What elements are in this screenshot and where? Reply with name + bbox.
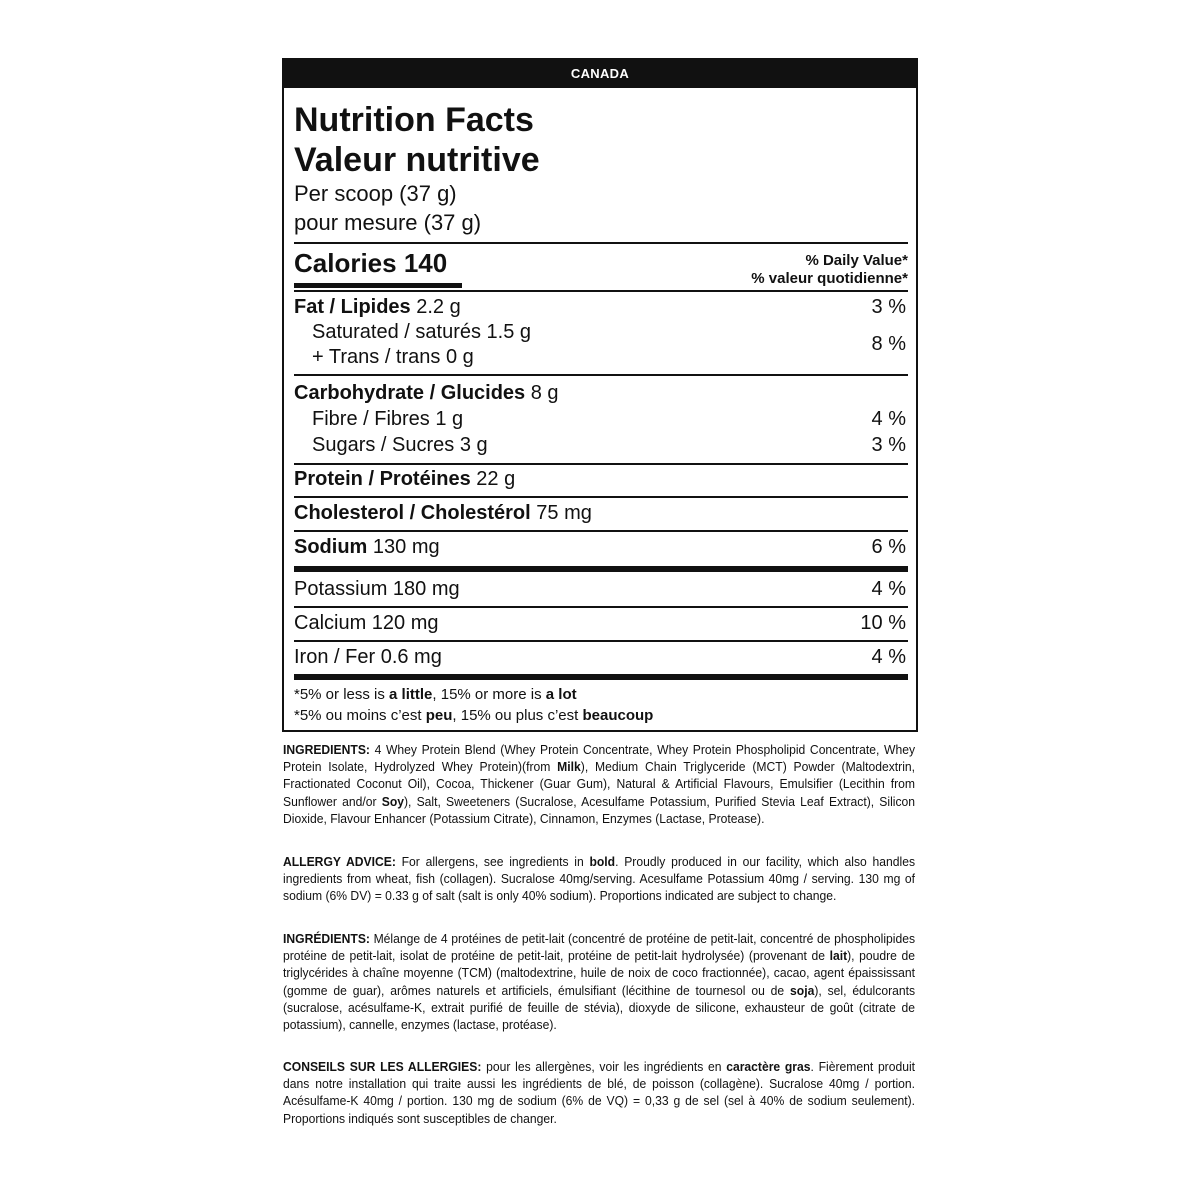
- fibre-row: Fibre / Fibres 1 g: [312, 408, 464, 430]
- serving-size-fr: pour mesure (37 g): [294, 210, 482, 235]
- nutrition-table: [294, 88, 908, 730]
- ingredients-text: ), sel, édulcorants (sucralose, acésulfame-K, extrait purifié de feuille de stévia), dioxyde de silicone, exhausteur de goût (citrate de potassium), cannelle, enzymes (lactase, protéase).: [283, 982, 916, 1033]
- ingredients-label: INGRÉDIENTS:: [283, 931, 370, 946]
- carbohydrate-label: Carbohydrate / Glucides: [294, 382, 526, 404]
- potassium-pct: 4 %: [871, 578, 906, 600]
- sodium-label: Sodium: [294, 536, 368, 558]
- daily-value-header-fr: % valeur quotidienne*: [751, 270, 908, 287]
- protein-label: Protein / Protéines: [294, 468, 471, 490]
- cholesterol-label: Cholesterol / Cholestérol: [294, 502, 531, 524]
- divider: [294, 530, 908, 532]
- allergy-advice-en: [283, 853, 915, 905]
- ingredients-fr: [283, 930, 915, 1033]
- allergy-text: For allergens, see ingredients in: [395, 854, 590, 869]
- calcium-pct: 10 %: [860, 612, 906, 634]
- footnote-text: *5% ou moins c’est: [294, 707, 426, 724]
- ingredients-text: 4 Whey Protein Blend (Whey Protein Concentrate, Whey Protein Phospholipid Concentrate, Whey Protein Isolate, Hydrolyzed Whey Protein)(from: [283, 742, 916, 775]
- divider: [294, 242, 908, 244]
- allergen-milk: Milk: [557, 759, 581, 775]
- trans-row: + Trans / trans 0 g: [312, 346, 474, 368]
- footnote-text: , 15% ou plus c’est: [452, 707, 583, 724]
- footnote-text: *5% or less is: [294, 686, 390, 703]
- ingredients-text: ), poudre de triglycérides à chaîne moyenne (TCM) (maltodextrine, huile de noix de coco fractionnée), cacao, agent épaississant (gomme de guar), arômes naturels et artificiels, émulsifiant (lécithine de tournesol ou de: [283, 948, 916, 998]
- thick-divider: [294, 674, 908, 680]
- sodium-amount: 130 mg: [367, 536, 440, 558]
- sugars-row: Sugars / Sucres 3 g: [312, 434, 488, 456]
- thick-divider: [294, 566, 908, 572]
- title-en: Nutrition Facts: [294, 101, 534, 139]
- divider: [294, 496, 908, 498]
- footnote-bold: beaucoup: [582, 707, 654, 724]
- footnote-text: , 15% or more is: [432, 686, 546, 703]
- serving-size-en: Per scoop (37 g): [294, 181, 457, 206]
- nutrition-facts-panel: [282, 58, 918, 732]
- calcium-row: Calcium 120 mg: [294, 612, 439, 634]
- footnote-en: [294, 685, 577, 705]
- allergy-label: CONSEILS SUR LES ALLERGIES:: [283, 1059, 482, 1074]
- ingredients-text: ), Medium Chain Triglyceride (MCT) Powder (Maltodextrin, Fractionated Coconut Oil), Cocoa, Thickener (Guar Gum), Natural & Artificial Flavours, Emulsifier (Lecithin from Sunflower and/or: [283, 759, 916, 809]
- allergen-soy: Soy: [381, 793, 404, 809]
- allergy-text: . Proudly produced in our facility, which also handles ingredients from wheat, fish (collagen). Sucralose 40mg/serving. Acesulfame Potassium 40mg / serving. 130 mg of sodium (6% DV) = 0.33 g of salt (salt is only 40% sodium). Proportions indicated are subject to change.: [283, 854, 916, 904]
- allergen-lait: lait: [829, 948, 848, 964]
- allergy-text: . Fièrement produit dans notre installation qui traite aussi les ingrédients de blé, de poisson (collagène). Sucralose 40mg / portion. Acésulfame-K 40mg / portion. 130 mg de sodium (6% de VQ) = 0,33 g de sel (sel à 40% de sodium seulement). Proportions indiqués sont susceptibles de changer.: [283, 1059, 916, 1126]
- cholesterol-row: [294, 502, 592, 525]
- allergen-soja: soja: [790, 982, 815, 998]
- ingredients-en: [283, 741, 915, 827]
- footnote-bold: a lot: [545, 686, 577, 703]
- saturated-trans-pct: 8 %: [871, 333, 906, 355]
- allergy-bold: caractère gras: [726, 1059, 811, 1074]
- allergy-bold: bold: [589, 854, 616, 869]
- divider: [294, 290, 908, 292]
- cholesterol-amount: 75 mg: [530, 502, 592, 524]
- carbohydrate-row: [294, 382, 559, 405]
- fat-amount: 2.2 g: [410, 296, 461, 318]
- ingredients-text: ), Salt, Sweeteners (Sucralose, Acesulfame Potassium, Purified Stevia Leaf Extract), Silicon Dioxide, Flavour Enhancer (Potassium Citrate), Cinnamon, Enzymes (Lactase, Protease).: [283, 793, 916, 826]
- divider: [294, 374, 908, 376]
- carbohydrate-amount: 8 g: [525, 382, 559, 404]
- divider: [294, 463, 908, 465]
- allergy-advice-fr: [283, 1058, 915, 1127]
- ingredients-label: INGREDIENTS:: [283, 742, 370, 757]
- sodium-pct: 6 %: [871, 536, 906, 558]
- allergy-text: pour les allergènes, voir les ingrédients en: [481, 1059, 727, 1074]
- sugars-pct: 3 %: [871, 434, 906, 456]
- calories-underline: [294, 283, 462, 288]
- fat-label: Fat / Lipides: [294, 296, 411, 318]
- divider: [294, 640, 908, 642]
- protein-amount: 22 g: [470, 468, 516, 490]
- footnote-bold: peu: [425, 707, 453, 724]
- sodium-row: [294, 536, 440, 559]
- divider: [294, 606, 908, 608]
- fat-pct: 3 %: [871, 296, 906, 318]
- allergy-label: ALLERGY ADVICE:: [283, 854, 396, 869]
- footnote-fr: [294, 706, 653, 726]
- potassium-row: Potassium 180 mg: [294, 578, 460, 600]
- fibre-pct: 4 %: [871, 408, 906, 430]
- title-fr: Valeur nutritive: [294, 141, 540, 179]
- daily-value-header-en: % Daily Value*: [805, 252, 908, 269]
- footnote-bold: a little: [389, 686, 433, 703]
- saturated-row: Saturated / saturés 1.5 g: [312, 321, 532, 343]
- fat-row: [294, 296, 461, 319]
- country-banner: CANADA: [284, 60, 916, 88]
- protein-row: [294, 468, 515, 491]
- ingredients-text: Mélange de 4 protéines de petit-lait (concentré de protéine de petit-lait, concentré de phospholipides protéine de petit-lait, isolat de protéine de petit-lait, protéine de petit-lait hydrolysée) (provenant de: [283, 931, 916, 964]
- iron-row: Iron / Fer 0.6 mg: [294, 646, 442, 668]
- iron-pct: 4 %: [871, 646, 906, 668]
- calories: Calories 140: [294, 248, 448, 278]
